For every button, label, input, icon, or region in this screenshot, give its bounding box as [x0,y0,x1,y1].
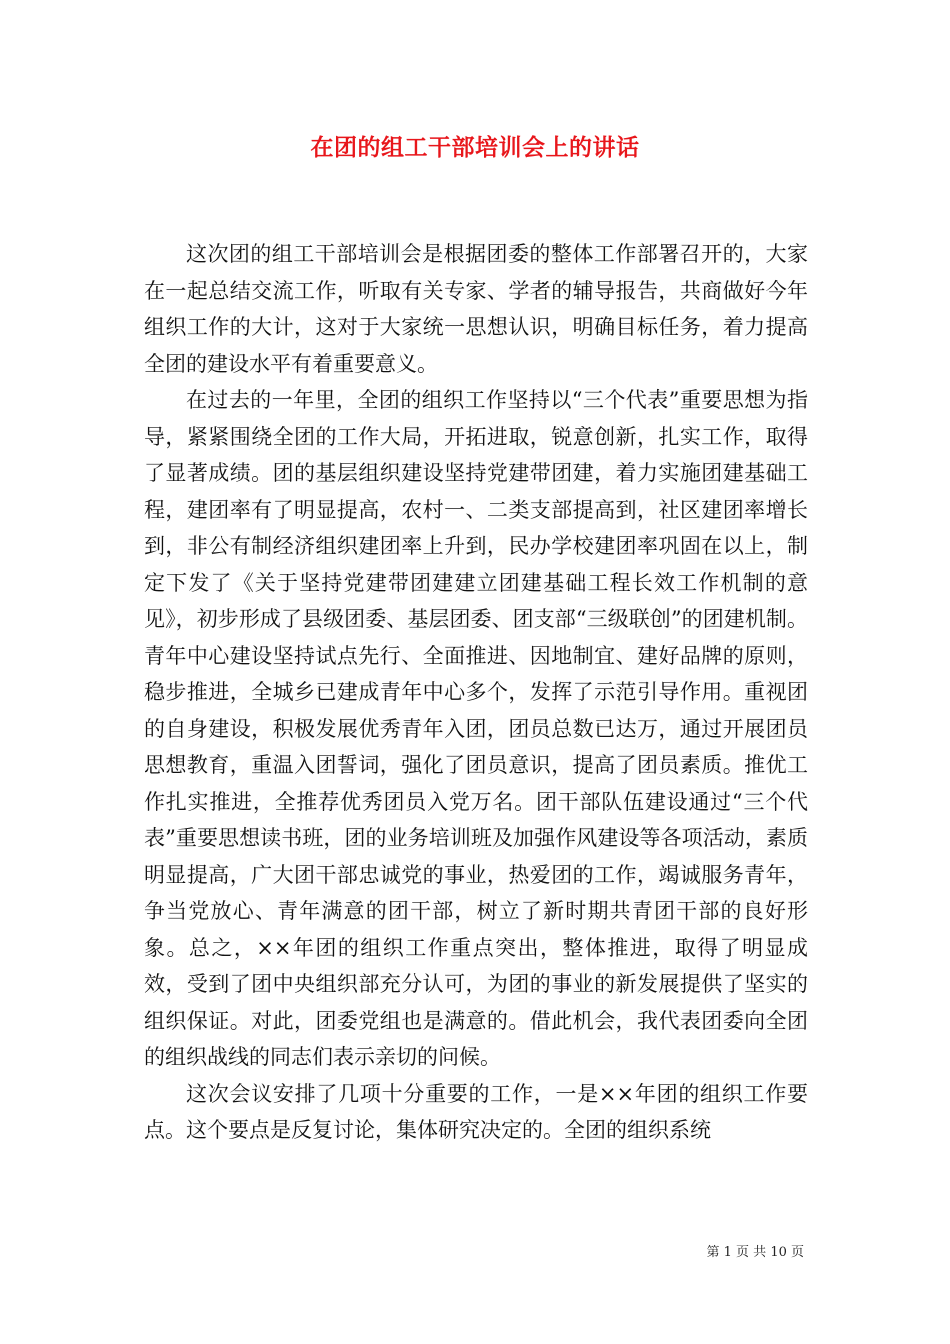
paragraph-1: 这次团的组工干部培训会是根据团委的整体工作部署召开的，大家在一起总结交流工作，听取有关专家、学者的辅导报告，共商做好今年组织工作的大计，这对于大家统一思想认识，明确目标任务，着力提高全团的建设水平有着重要意义。 [144,242,808,376]
document-body [144,236,808,1149]
paragraph-3: 这次会议安排了几项十分重要的工作，一是××年团的组织工作要点。这个要点是反复讨论，集体研究决定的。全团的组织系统 [144,1081,808,1142]
document-title: 在团的组工干部培训会上的讲话 [310,134,640,161]
page-number-footer: 第 1 页 共 10 页 [706,1245,804,1260]
paragraph-2: 在过去的一年里，全团的组织工作坚持以“三个代表”重要思想为指导，紧紧围绕全团的工作大局，开拓进取，锐意创新，扎实工作，取得了显著成绩。团的基层组织建设坚持党建带团建，着力实施团建基础工程，建团率有了明显提高，农村一、二类支部提高到，社区建团率增长到，非公有制经济组织建团率上升到，民办学校建团率巩固在以上，制定下发了《关于坚持党建带团建建立团建基础工程长效工作机制的意见》，初步形成了县级团委、基层团委、团支部“三级联创”的团建机制。青年中心建设坚持试点先行、全面推进、因地制宜、建好品牌的原则，稳步推进，全城乡已建成青年中心多个，发挥了示范引导作用。重视团的自身建设，积极发展优秀青年入团，团员总数已达万，通过开展团员思想教育，重温入团誓词，强化了团员意识，提高了团员素质。推优工作扎实推进，全推荐优秀团员入党万名。团干部队伍建设通过“三个代表”重要思想读书班，团的业务培训班及加强作风建设等各项活动，素质明显提高，广大团干部忠诚党的事业，热爱团的工作，竭诚服务青年，争当党放心、青年满意的团干部，树立了新时期共青团干部的良好形象。总之，××年团的组织工作重点突出，整体推进，取得了明显成效，受到了团中央组织部充分认可，为团的事业的新发展提供了坚实的组织保证。对此，团委党组也是满意的。借此机会，我代表团委向全团的组织战线的同志们表示亲切的问候。 [144,388,808,1069]
